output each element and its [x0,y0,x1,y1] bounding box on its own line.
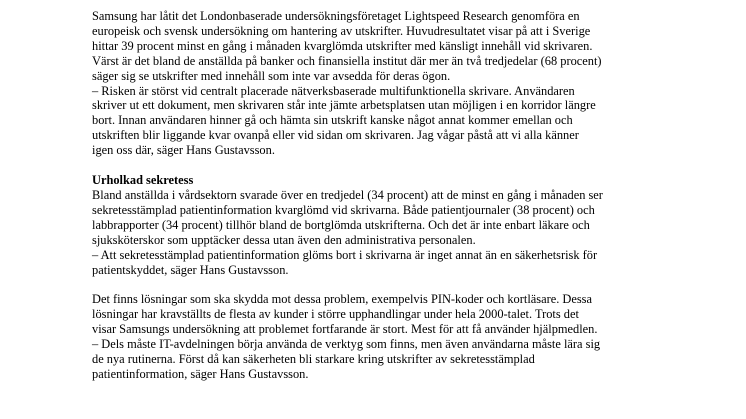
document-page [92,9,672,382]
text-line: Bland anställda i vårdsektorn svarade över en tredjedel (34 procent) att de minst en gång i månaden ser [92,187,603,202]
quote-line: – Risken är störst vid centralt placerade nätverksbaserade multifunktionella skrivare. Användaren [92,83,575,98]
quote-line: de nya rutinerna. Först då kan säkerheten bli starkare kring utskrifter av sekretesstämplad [92,352,535,367]
quote-line: patientskyddet, säger Hans Gustavsson. [92,262,289,277]
text-line: lösningar har kravställts de flesta av kunder i större upphandlingar under hela 2000-talet. Trots det [92,307,579,322]
paragraph-spacer [92,158,672,173]
text-line: säger sig se utskrifter med innehåll som inte var avsedda för deras ögon. [92,68,451,83]
text-line: Det finns lösningar som ska skydda mot dessa problem, exempelvis PIN-koder och kortläsare. Dessa [92,292,592,307]
quote-line: igen oss där, säger Hans Gustavsson. [92,143,275,158]
quote-line: – Att sekretesstämplad patientinformation glöms bort i skrivarna är inget annat än en säkerhetsrisk för [92,247,598,262]
quote-line: – Dels måste IT-avdelningen börja använda de verktyg som finns, men även användarna måste lära sig [92,337,601,352]
quote-line: skriver ut ett dokument, men skrivaren står inte jämte arbetsplatsen utan möjligen i en korridor längre [92,98,596,113]
text-line: sekretesstämplad patientinformation kvarglömd vid skrivarna. Både patientjournaler (38 procent) och [92,202,595,217]
text-line: Värst är det bland de anställda på banker och finansiella institut där mer än två tredjedelar (68 procent) [92,53,602,68]
text-line: Samsung har låtit det Londonbaserade undersökningsföretaget Lightspeed Research genomföra en [92,9,580,23]
text-line: sjuksköterskor som upptäcker dessa utan även den administrativa personalen. [92,232,476,247]
text-line: europeisk och svensk undersökning om hantering av utskrifter. Huvudresultatet visar på att i Sverige [92,23,591,38]
text-line: hittar 39 procent minst en gång i månaden kvarglömda utskrifter med känsligt innehåll vid skrivaren. [92,38,593,53]
quote-line: patientinformation, säger Hans Gustavsson. [92,366,309,381]
solutions-paragraph [92,292,672,381]
quote-line: bort. Innan användaren hinner gå och hämta sin utskrift kanske något annat kommer emellan och [92,113,573,128]
quote-line: utskriften blir liggande kvar ovanpå eller vid sidan om skrivaren. Jag vågar påstå att vi alla känner [92,128,579,143]
section-heading: Urholkad sekretess [92,173,194,188]
text-line: labbrapporter (34 procent) tillhör bland de bortglömda utskrifterna. Och det är inte enbart läkare och [92,217,590,232]
paragraph-spacer [92,277,672,292]
text-line: visar Samsungs undersökning att problemet fortfarande är stort. Mest för att få använder hjälpmedlen. [92,322,598,337]
intro-paragraph [92,9,672,158]
healthcare-paragraph [92,188,672,277]
